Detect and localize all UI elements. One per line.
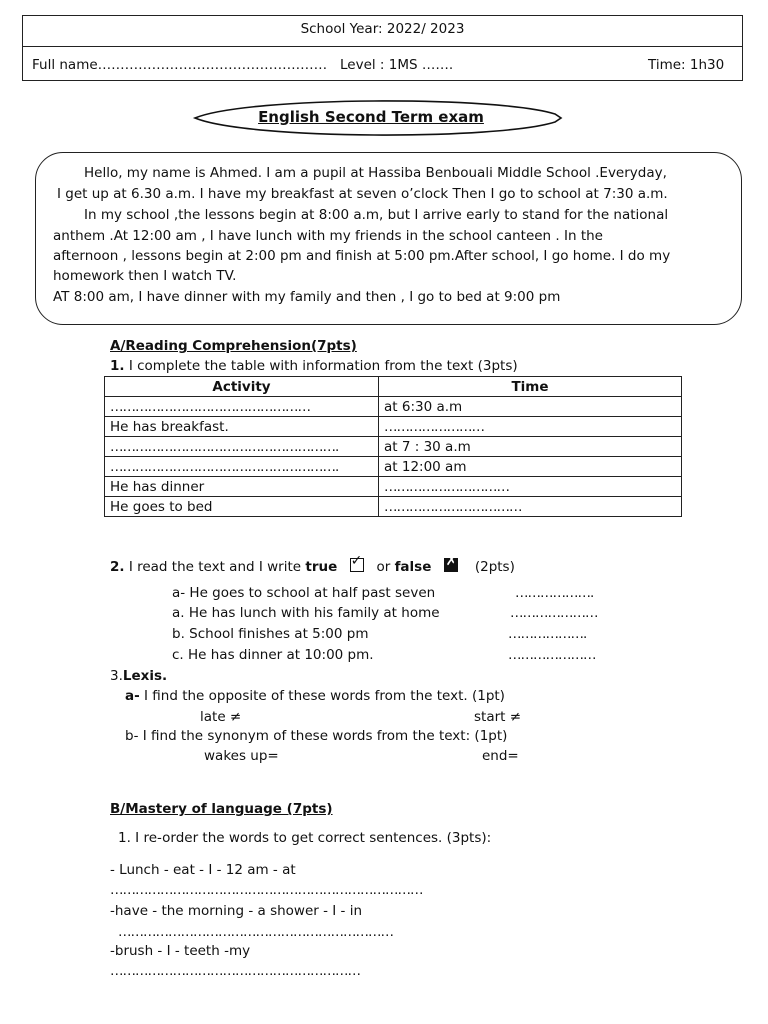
lexis-b-text: b- I find the synonym of these words from the text: (1pt) <box>125 728 508 744</box>
passage-line: anthem .At 12:00 am , I have lunch with my friends in the school canteen . In the <box>53 228 603 244</box>
statement-label: a- He goes to school at half past seven <box>172 585 436 601</box>
level-field: Level : 1MS ……. <box>340 57 454 73</box>
section-b-title: B/Mastery of language (7pts) <box>110 801 333 817</box>
reorder-answer-line[interactable]: …………………………………………………… <box>110 963 360 979</box>
or-label: or <box>376 559 391 575</box>
reorder-words: -have - the morning - a shower - I - in <box>110 903 363 919</box>
statement-answer-blank[interactable]: ………………. <box>508 626 587 642</box>
lexis-a-text: I find the opposite of these words from the text. (1pt) <box>144 688 505 704</box>
question-1 <box>110 358 518 374</box>
statement-label: b. School finishes at 5:00 pm <box>172 626 369 642</box>
true-checkbox-icon <box>350 553 364 572</box>
question-1-text: I complete the table with information from the text (3pts) <box>128 358 518 374</box>
section-a-title: A/Reading Comprehension(7pts) <box>110 338 357 354</box>
lexis-number: 3. <box>110 668 123 684</box>
opposite-start: start ≠ <box>474 709 522 725</box>
question-2 <box>110 553 515 575</box>
full-name-field: Full name…………………………………………… <box>32 57 328 73</box>
passage-line: Hello, my name is Ahmed. I am a pupil at Hassiba Benbouali Middle School .Everyday, <box>84 165 667 181</box>
activity-cell[interactable]: ………………………………………………. <box>105 437 379 457</box>
lexis-a-label: a- <box>125 688 140 704</box>
activity-cell[interactable]: ………………………………………… <box>105 397 379 417</box>
true-label: true <box>305 559 338 575</box>
table-row <box>105 457 682 477</box>
passage-line: afternoon , lessons begin at 2:00 pm and finish at 5:00 pm.After school, I go home. I do my <box>53 248 671 264</box>
column-header-activity: Activity <box>105 377 379 397</box>
time-field: Time: 1h30 <box>648 57 725 73</box>
reorder-answer-line[interactable]: ………………………………………………………………… <box>110 882 423 898</box>
time-cell[interactable]: …………………………… <box>379 497 682 517</box>
table-row <box>105 397 682 417</box>
table-row <box>105 477 682 497</box>
passage-line: I get up at 6.30 a.m. I have my breakfast at seven o’clock Then I go to school at 7:30 a.m. <box>57 186 668 202</box>
passage-line: In my school ,the lessons begin at 8:00 a.m, but I arrive early to stand for the national <box>84 207 669 223</box>
lexis-title: Lexis. <box>122 668 168 684</box>
passage-line: AT 8:00 am, I have dinner with my family and then , I go to bed at 9:00 pm <box>53 289 561 305</box>
table-row <box>105 497 682 517</box>
lexis-heading <box>110 668 167 684</box>
activity-cell: He has breakfast. <box>105 417 379 437</box>
column-header-time: Time <box>379 377 682 397</box>
exam-title: English Second Term exam <box>258 108 484 126</box>
header-divider <box>22 46 743 47</box>
false-label: false <box>394 559 432 575</box>
table-row <box>105 437 682 457</box>
activity-cell: He goes to bed <box>105 497 379 517</box>
checkmark-icon: ✓ <box>350 553 363 569</box>
activity-table <box>104 376 682 517</box>
opposite-late: late ≠ <box>200 709 242 725</box>
section-b-question-1: 1. I re-order the words to get correct sentences. (3pts): <box>118 830 492 846</box>
statement-label: c. He has dinner at 10:00 pm. <box>172 647 374 663</box>
synonym-wakes-up: wakes up= <box>204 748 279 764</box>
reorder-answer-line[interactable]: ………………………………………………………… <box>118 924 393 940</box>
activity-cell: He has dinner <box>105 477 379 497</box>
time-cell[interactable]: ………………………… <box>379 477 682 497</box>
table-header-row <box>105 377 682 397</box>
lexis-a <box>125 688 505 704</box>
reorder-words: - Lunch - eat - I - 12 am - at <box>110 862 296 878</box>
passage-line: homework then I watch TV. <box>53 268 237 284</box>
question-2-points: (2pts) <box>474 559 515 575</box>
question-2-text: I read the text and I write <box>128 559 302 575</box>
table-row <box>105 417 682 437</box>
time-cell: at 12:00 am <box>379 457 682 477</box>
time-cell: at 6:30 a.m <box>379 397 682 417</box>
activity-cell[interactable]: ………………………………………………. <box>105 457 379 477</box>
reorder-words: -brush - I - teeth -my <box>110 943 251 959</box>
time-cell[interactable]: …………………… <box>379 417 682 437</box>
statement-answer-blank[interactable]: ………………… <box>510 605 598 621</box>
school-year: School Year: 2022/ 2023 <box>300 21 465 37</box>
false-checkbox-icon <box>444 553 458 572</box>
statement-answer-blank[interactable]: ………………… <box>508 647 596 663</box>
cross-icon: ✗ <box>445 553 458 569</box>
question-1-number: 1. <box>110 358 125 374</box>
time-cell: at 7 : 30 a.m <box>379 437 682 457</box>
synonym-end: end= <box>482 748 519 764</box>
question-2-number: 2. <box>110 559 125 575</box>
statement-answer-blank[interactable]: ………………. <box>515 585 594 601</box>
statement-label: a. He has lunch with his family at home <box>172 605 440 621</box>
